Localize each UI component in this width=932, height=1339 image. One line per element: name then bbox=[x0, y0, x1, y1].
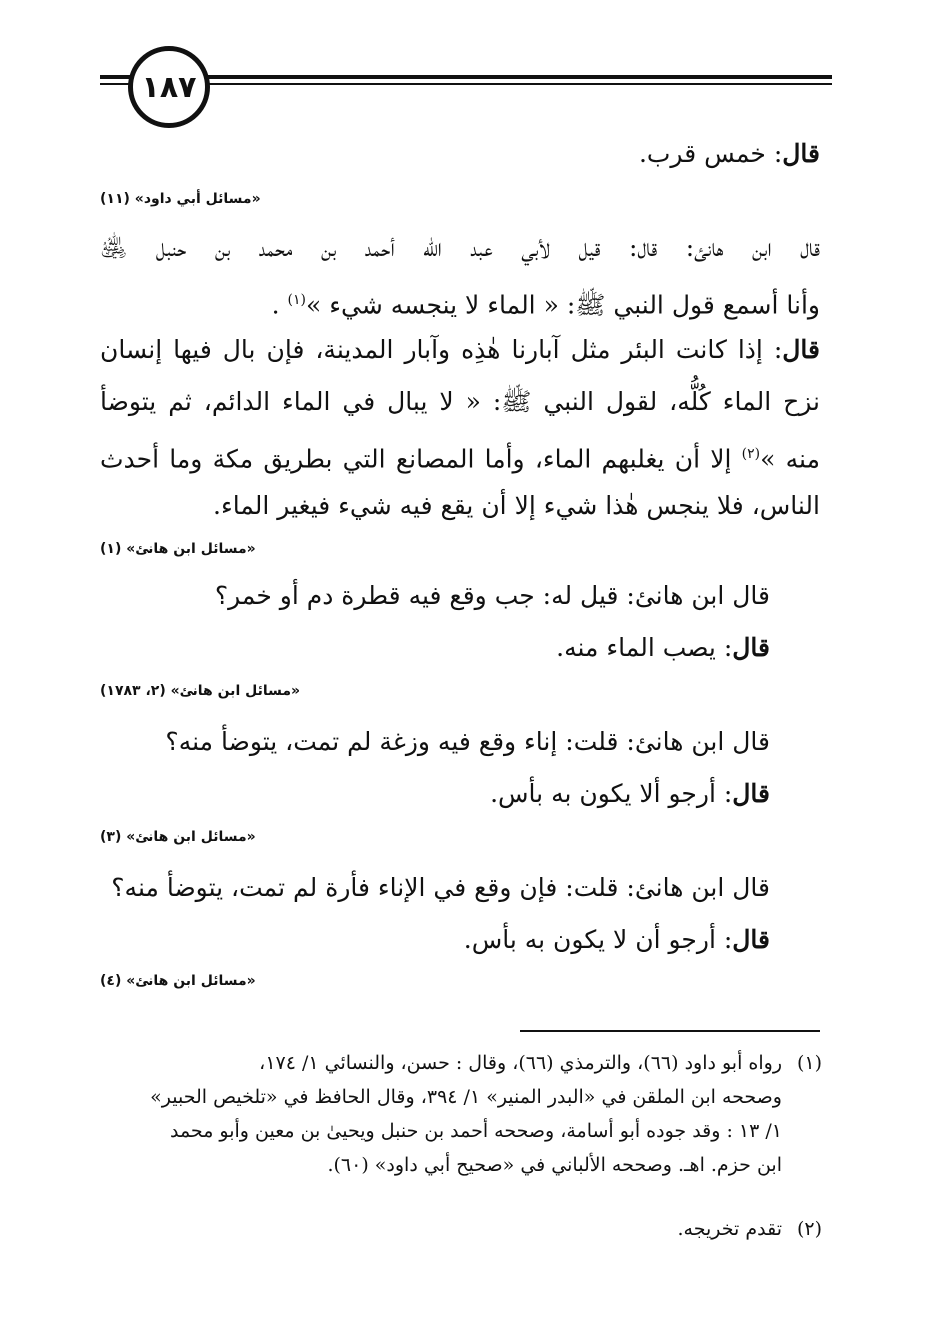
answer-keyword: قال bbox=[782, 335, 820, 364]
footnote-number: (٢) bbox=[796, 1218, 822, 1240]
source-reference: «مسائل ابن هانئ» (٢، ١٧٨٣) bbox=[100, 683, 301, 699]
footnote-line: ١/ ١٣ : وقد جوده أبو أسامة، وصححه أحمد بن حنبل ويحيىٰ بن معين وأبو محمد bbox=[169, 1120, 782, 1142]
footnote-marker: (١) bbox=[287, 292, 307, 308]
footnote-line: وصححه ابن الملقن في «البدر المنير» ١/ ٣٩٤، وقال الحافظ في «تلخيص الحبير» bbox=[150, 1086, 782, 1108]
answer-text: : خمس قرب. bbox=[638, 139, 783, 168]
footnote-line: رواه أبو داود (٦٦)، والترمذي (٦٦)، وقال : حسن، والنسائي ١/ ١٧٤، bbox=[259, 1052, 782, 1074]
footnote bbox=[100, 1046, 820, 1182]
footnote-number: (١) bbox=[796, 1052, 822, 1074]
question-line: قال ابن هانئ: قلت: فإن وقع في الإناء فأرة لم تمت، يتوضأ منه؟ bbox=[111, 873, 770, 902]
paragraph-line: قال ابن هانئ: قال: قيل لأبي عبد الله أحمد بن محمد بن حنبل ﵁ bbox=[100, 233, 820, 262]
source-reference: «مسائل ابن هانئ» (٣) bbox=[100, 829, 256, 845]
paragraph-line: قال: إذا كانت البئر مثل آبارنا هٰذِه وآبار المدينة، فإن بال فيها إنسان bbox=[100, 335, 820, 364]
paragraph-text: وأنا أسمع قول النبي ﷺ: « الماء لا ينجسه شيء » bbox=[306, 290, 820, 320]
answer-line: قال: يصب الماء منه. bbox=[556, 633, 770, 662]
page-number: ١٨٧ bbox=[128, 46, 210, 128]
paragraph-line: منه »$^{(٢)}$ إلا أن يغلبهم الماء، وأما المصانع التي بطريق مكة وما أحدث bbox=[100, 444, 820, 474]
source-reference: «مسائل أبي داود» (١١) bbox=[100, 191, 261, 207]
source-reference: «مسائل ابن هانئ» (١) bbox=[100, 541, 256, 557]
paragraph-line: الناس، فلا ينجس هٰذا شيء إلا أن يقع فيه شيء فيغير الماء. bbox=[213, 491, 820, 520]
footnote-line: تقدم تخريجه. bbox=[677, 1218, 782, 1240]
footnote-divider bbox=[520, 1030, 820, 1032]
question-line: قال ابن هانئ: قلت: إناء وقع فيه وزغة لم تمت، يتوضأ منه؟ bbox=[165, 727, 770, 756]
footnote-line: ابن حزم. اهـ. وصححه الألباني في «صحيح أبي داود» (٦٠). bbox=[327, 1154, 782, 1176]
footnote bbox=[100, 1212, 820, 1246]
answer-line: قال: أرجو أن لا يكون به بأس. bbox=[463, 925, 770, 954]
answer-keyword: قال bbox=[782, 139, 820, 168]
paragraph-line: وأنا أسمع قول النبي ﷺ: « الماء لا ينجسه شيء »$^{(١)}$ . bbox=[271, 290, 820, 320]
question-line: قال ابن هانئ: قيل له: جب وقع فيه قطرة دم أو خمر؟ bbox=[214, 581, 770, 610]
paragraph-line: نزح الماء كُلُّه، لقول النبي ﷺ: « لا يبال في الماء الدائم، ثم يتوضأ bbox=[100, 387, 820, 416]
footnote-marker: (٢) bbox=[741, 446, 761, 462]
answer-line: قال: أرجو ألا يكون به بأس. bbox=[490, 779, 770, 808]
source-reference: «مسائل ابن هانئ» (٤) bbox=[100, 973, 256, 989]
header-rule-thick bbox=[100, 75, 832, 79]
answer-line bbox=[100, 134, 820, 174]
